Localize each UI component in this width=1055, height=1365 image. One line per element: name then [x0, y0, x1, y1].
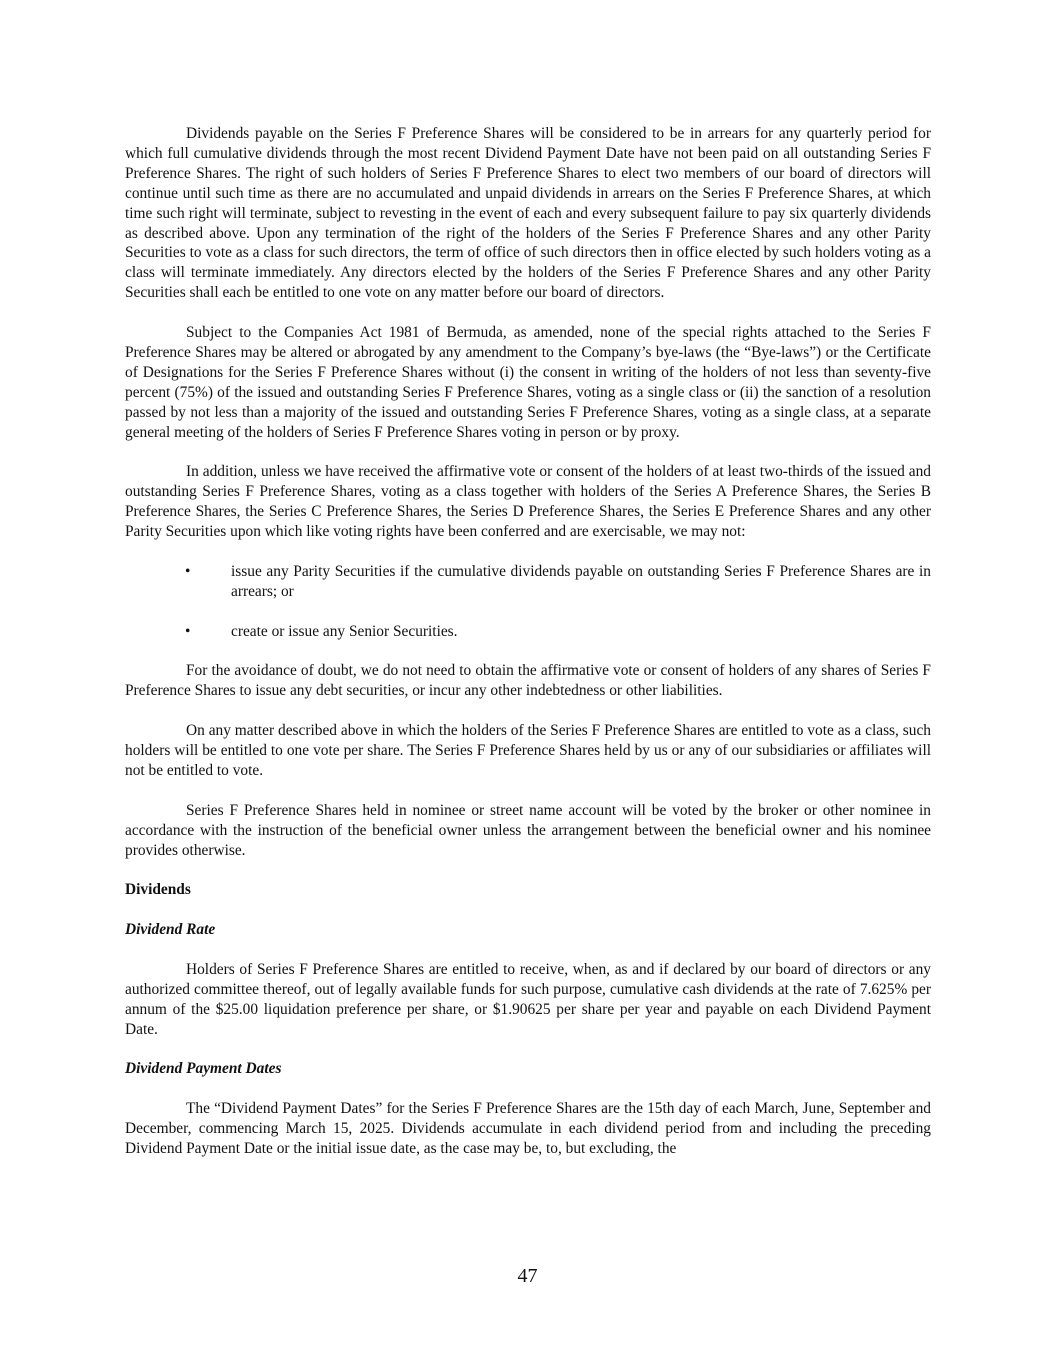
list-item-text: create or issue any Senior Securities. — [231, 622, 458, 640]
document-body — [125, 124, 931, 1179]
list-item — [125, 622, 931, 642]
paragraph-nominee: Series F Preference Shares held in nominee or street name account will be voted by the broker or other nominee in accordance with the instruction of the beneficial owner unless the arrangement between the beneficial owner and his nominee provides otherwise. — [125, 801, 931, 859]
subheading-dividend-rate: Dividend Rate — [125, 921, 216, 939]
list-item — [125, 562, 931, 602]
paragraph-companies-act: Subject to the Companies Act 1981 of Bermuda, as amended, none of the special rights attached to the Series F Preference Shares may be altered or abrogated by any amendment to the Company’s bye-laws (the “Bye-laws”) or the Certificate of Designations for the Series F Preference Shares without (i) the consent in writing of the holders of not less than seventy-five percent (75%) of the issued and outstanding Series F Preference Shares, voting as a single class or (ii) the sanction of a resolution passed by not less than a majority of the issued and outstanding Series F Preference Shares, voting as a single class, at a separate general meeting of the holders of Series F Preference Shares voting in person or by proxy. — [125, 324, 931, 441]
paragraph-one-vote-per-share: On any matter described above in which the holders of the Series F Preference Shares are entitled to vote as a class, such holders will be entitled to one vote per share. The Series F Preference Shares held by us or any of our subsidiaries or affiliates will not be entitled to vote. — [125, 722, 931, 779]
paragraph-arrears: Dividends payable on the Series F Preference Shares will be considered to be in arrears for any quarterly period for which full cumulative dividends through the most recent Dividend Payment Date have not been paid on all outstanding Series F Preference Shares. The right of such holders of Series F Preference Shares to elect two members of our board of directors will continue until such time as there are no accumulated and unpaid dividends in arrears on the Series F Preference Shares, at which time such right will terminate, subject to revesting in the event of each and every subsequent failure to pay six quarterly dividends as described above. Upon any termination of the right of the holders of the Series F Preference Shares and any other Parity Securities to vote as a class for such directors, the term of office of such directors then in office elected by such holders voting as a class will terminate immediately. Any directors elected by the holders of the Series F Preference Shares and any other Parity Securities shall each be entitled to one vote on any matter before our board of directors. — [125, 125, 931, 302]
page-number: 47 — [517, 1265, 538, 1287]
paragraph-avoidance-of-doubt: For the avoidance of doubt, we do not need to obtain the affirmative vote or consent of holders of any shares of Series F Preference Shares to issue any debt securities, or incur any other indebtedness or other liabilities. — [125, 662, 931, 700]
section-heading-dividends: Dividends — [125, 881, 191, 899]
subheading-dividend-payment-dates: Dividend Payment Dates — [125, 1060, 282, 1078]
paragraph-affirmative-vote: In addition, unless we have received the affirmative vote or consent of the holders of at least two-thirds of the issued and outstanding Series F Preference Shares, voting as a class together with holders of the Series A Preference Shares, the Series B Preference Shares, the Series C Preference Shares, the Series D Preference Shares, the Series E Preference Shares and any other Parity Securities upon which like voting rights have been conferred and are exercisable, we may not: — [125, 463, 931, 541]
paragraph-dividend-payment-dates: The “Dividend Payment Dates” for the Series F Preference Shares are the 15th day of each March, June, September and December, commencing March 15, 2025. Dividends accumulate in each dividend period from and including the preceding Dividend Payment Date or the initial issue date, as the case may be, to, but excluding, the — [125, 1100, 931, 1158]
list-item-text: issue any Parity Securities if the cumulative dividends payable on outstanding Series F Preference Shares are in arrears; or — [231, 562, 931, 600]
paragraph-dividend-rate: Holders of Series F Preference Shares are entitled to receive, when, as and if declared by our board of directors or any authorized committee thereof, out of legally available funds for such purpose, cumulative cash dividends at the rate of 7.625% per annum of the $25.00 liquidation preference per share, or $1.90625 per share per year and payable on each Dividend Payment Date. — [125, 960, 931, 1038]
bullet-icon: • — [185, 562, 191, 580]
bullet-icon: • — [185, 622, 191, 640]
